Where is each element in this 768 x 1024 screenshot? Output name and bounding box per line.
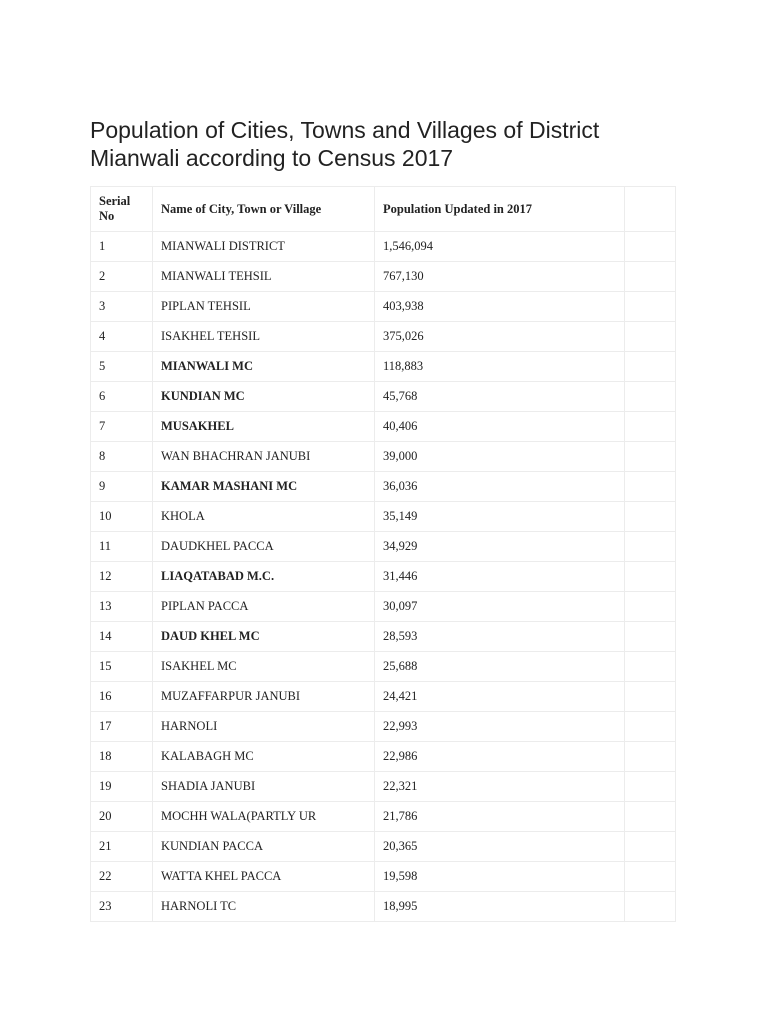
cell-name: KHOLA [153, 502, 375, 532]
cell-population: 1,546,094 [375, 232, 625, 262]
cell-empty [625, 532, 676, 562]
cell-empty [625, 592, 676, 622]
cell-serial: 14 [91, 622, 153, 652]
table-row [91, 712, 676, 742]
cell-serial: 19 [91, 772, 153, 802]
cell-name: LIAQATABAD M.C. [153, 562, 375, 592]
cell-population: 118,883 [375, 352, 625, 382]
cell-serial: 9 [91, 472, 153, 502]
table-row [91, 232, 676, 262]
cell-serial: 8 [91, 442, 153, 472]
cell-serial: 10 [91, 502, 153, 532]
cell-name: DAUD KHEL MC [153, 622, 375, 652]
table-row [91, 412, 676, 442]
table-row [91, 682, 676, 712]
cell-serial: 16 [91, 682, 153, 712]
cell-name: WATTA KHEL PACCA [153, 862, 375, 892]
cell-serial: 20 [91, 802, 153, 832]
cell-serial: 1 [91, 232, 153, 262]
cell-population: 25,688 [375, 652, 625, 682]
cell-population: 24,421 [375, 682, 625, 712]
cell-population: 39,000 [375, 442, 625, 472]
table-row [91, 262, 676, 292]
cell-population: 375,026 [375, 322, 625, 352]
table-row [91, 802, 676, 832]
table-row [91, 502, 676, 532]
table-row [91, 562, 676, 592]
cell-name: KUNDIAN MC [153, 382, 375, 412]
header-empty [625, 187, 676, 232]
table-row [91, 472, 676, 502]
cell-empty [625, 382, 676, 412]
cell-serial: 5 [91, 352, 153, 382]
header-row [91, 187, 676, 232]
cell-serial: 4 [91, 322, 153, 352]
cell-population: 19,598 [375, 862, 625, 892]
cell-population: 28,593 [375, 622, 625, 652]
cell-name: KALABAGH MC [153, 742, 375, 772]
cell-serial: 22 [91, 862, 153, 892]
cell-empty [625, 442, 676, 472]
cell-serial: 7 [91, 412, 153, 442]
cell-name: KUNDIAN PACCA [153, 832, 375, 862]
cell-serial: 21 [91, 832, 153, 862]
cell-name: MOCHH WALA(PARTLY UR [153, 802, 375, 832]
page-title: Population of Cities, Towns and Villages of District Mianwali according to Census 2017 [90, 117, 600, 171]
cell-empty [625, 772, 676, 802]
cell-empty [625, 562, 676, 592]
cell-serial: 6 [91, 382, 153, 412]
cell-serial: 2 [91, 262, 153, 292]
table-row [91, 892, 676, 922]
cell-empty [625, 412, 676, 442]
cell-population: 20,365 [375, 832, 625, 862]
header-population: Population Updated in 2017 [375, 187, 625, 232]
cell-population: 18,995 [375, 892, 625, 922]
table-row [91, 292, 676, 322]
table-row [91, 532, 676, 562]
cell-name: MUZAFFARPUR JANUBI [153, 682, 375, 712]
cell-empty [625, 742, 676, 772]
cell-population: 30,097 [375, 592, 625, 622]
cell-population: 45,768 [375, 382, 625, 412]
cell-serial: 12 [91, 562, 153, 592]
cell-name: MUSAKHEL [153, 412, 375, 442]
cell-serial: 15 [91, 652, 153, 682]
cell-empty [625, 232, 676, 262]
cell-empty [625, 832, 676, 862]
table-row [91, 772, 676, 802]
cell-population: 31,446 [375, 562, 625, 592]
cell-serial: 17 [91, 712, 153, 742]
cell-name: HARNOLI TC [153, 892, 375, 922]
cell-name: MIANWALI MC [153, 352, 375, 382]
cell-population: 22,321 [375, 772, 625, 802]
population-table [90, 186, 676, 922]
cell-population: 22,993 [375, 712, 625, 742]
document-page [90, 116, 676, 922]
cell-serial: 3 [91, 292, 153, 322]
cell-empty [625, 262, 676, 292]
cell-empty [625, 802, 676, 832]
cell-population: 21,786 [375, 802, 625, 832]
cell-empty [625, 502, 676, 532]
cell-name: ISAKHEL MC [153, 652, 375, 682]
cell-population: 22,986 [375, 742, 625, 772]
cell-serial: 23 [91, 892, 153, 922]
cell-empty [625, 472, 676, 502]
table-header [91, 187, 676, 232]
cell-empty [625, 892, 676, 922]
table-row [91, 352, 676, 382]
cell-population: 767,130 [375, 262, 625, 292]
cell-name: KAMAR MASHANI MC [153, 472, 375, 502]
table-row [91, 322, 676, 352]
cell-empty [625, 292, 676, 322]
cell-serial: 13 [91, 592, 153, 622]
cell-empty [625, 622, 676, 652]
table-row [91, 742, 676, 772]
table-row [91, 382, 676, 412]
cell-name: MIANWALI DISTRICT [153, 232, 375, 262]
cell-empty [625, 862, 676, 892]
cell-serial: 11 [91, 532, 153, 562]
table-row [91, 442, 676, 472]
header-name: Name of City, Town or Village [153, 187, 375, 232]
table-row [91, 832, 676, 862]
cell-empty [625, 682, 676, 712]
table-row [91, 652, 676, 682]
cell-name: ISAKHEL TEHSIL [153, 322, 375, 352]
cell-empty [625, 652, 676, 682]
cell-name: PIPLAN PACCA [153, 592, 375, 622]
cell-name: HARNOLI [153, 712, 375, 742]
cell-population: 40,406 [375, 412, 625, 442]
cell-population: 403,938 [375, 292, 625, 322]
cell-population: 35,149 [375, 502, 625, 532]
cell-name: SHADIA JANUBI [153, 772, 375, 802]
cell-name: DAUDKHEL PACCA [153, 532, 375, 562]
table-row [91, 622, 676, 652]
table-row [91, 592, 676, 622]
cell-serial: 18 [91, 742, 153, 772]
cell-empty [625, 322, 676, 352]
header-serial: Serial No [91, 187, 153, 232]
table-body [91, 232, 676, 922]
table-row [91, 862, 676, 892]
cell-population: 36,036 [375, 472, 625, 502]
cell-name: PIPLAN TEHSIL [153, 292, 375, 322]
cell-name: MIANWALI TEHSIL [153, 262, 375, 292]
cell-population: 34,929 [375, 532, 625, 562]
cell-empty [625, 352, 676, 382]
cell-name: WAN BHACHRAN JANUBI [153, 442, 375, 472]
cell-empty [625, 712, 676, 742]
